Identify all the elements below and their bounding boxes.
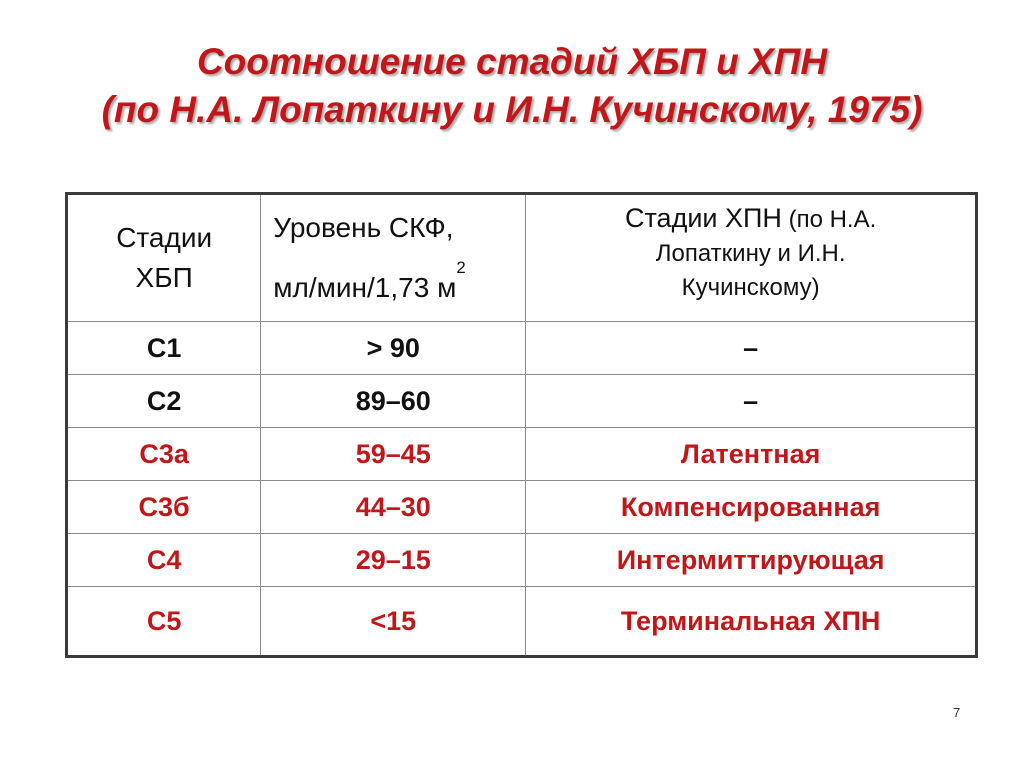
stage-cell: С4: [67, 534, 261, 587]
gfr-cell: 59–45: [261, 428, 526, 481]
crf-cell: Терминальная ХПН: [526, 587, 977, 657]
stage-cell: С3б: [67, 481, 261, 534]
stage-cell: С1: [67, 322, 261, 375]
crf-cell: –: [526, 375, 977, 428]
title-line-1: Соотношение стадий ХБП и ХПН: [196, 41, 828, 82]
crf-cell: Интермиттирующая: [526, 534, 977, 587]
page-number: 7: [953, 705, 961, 720]
crf-cell: –: [526, 322, 977, 375]
table-row: [67, 534, 977, 587]
crf-cell: Компенсированная: [526, 481, 977, 534]
header-gfr-level: Уровень СКФ, мл/мин/1,73 $м^2$: [261, 194, 526, 322]
table-row: [67, 375, 977, 428]
gfr-cell: 44–30: [261, 481, 526, 534]
ckd-crf-table: [65, 192, 978, 658]
gfr-cell: 29–15: [261, 534, 526, 587]
slide-title: [0, 38, 1024, 134]
header-ckd-stages: Стадии ХБП: [67, 194, 261, 322]
crf-cell: Латентная: [526, 428, 977, 481]
table-header-row: [67, 194, 977, 322]
stage-cell: С5: [67, 587, 261, 657]
title-line-2: (по Н.А. Лопаткину и И.Н. Кучинскому, 1975): [101, 89, 923, 130]
stage-cell: С2: [67, 375, 261, 428]
table-row: [67, 428, 977, 481]
table-row: [67, 587, 977, 657]
table-row: [67, 322, 977, 375]
table-row: [67, 481, 977, 534]
gfr-cell: > 90: [261, 322, 526, 375]
gfr-cell: 89–60: [261, 375, 526, 428]
header-crf-stages: Стадии ХПН (по Н.А. Лопаткину и И.Н. Кучинскому): [526, 194, 977, 322]
stage-cell: С3а: [67, 428, 261, 481]
gfr-cell: <15: [261, 587, 526, 657]
